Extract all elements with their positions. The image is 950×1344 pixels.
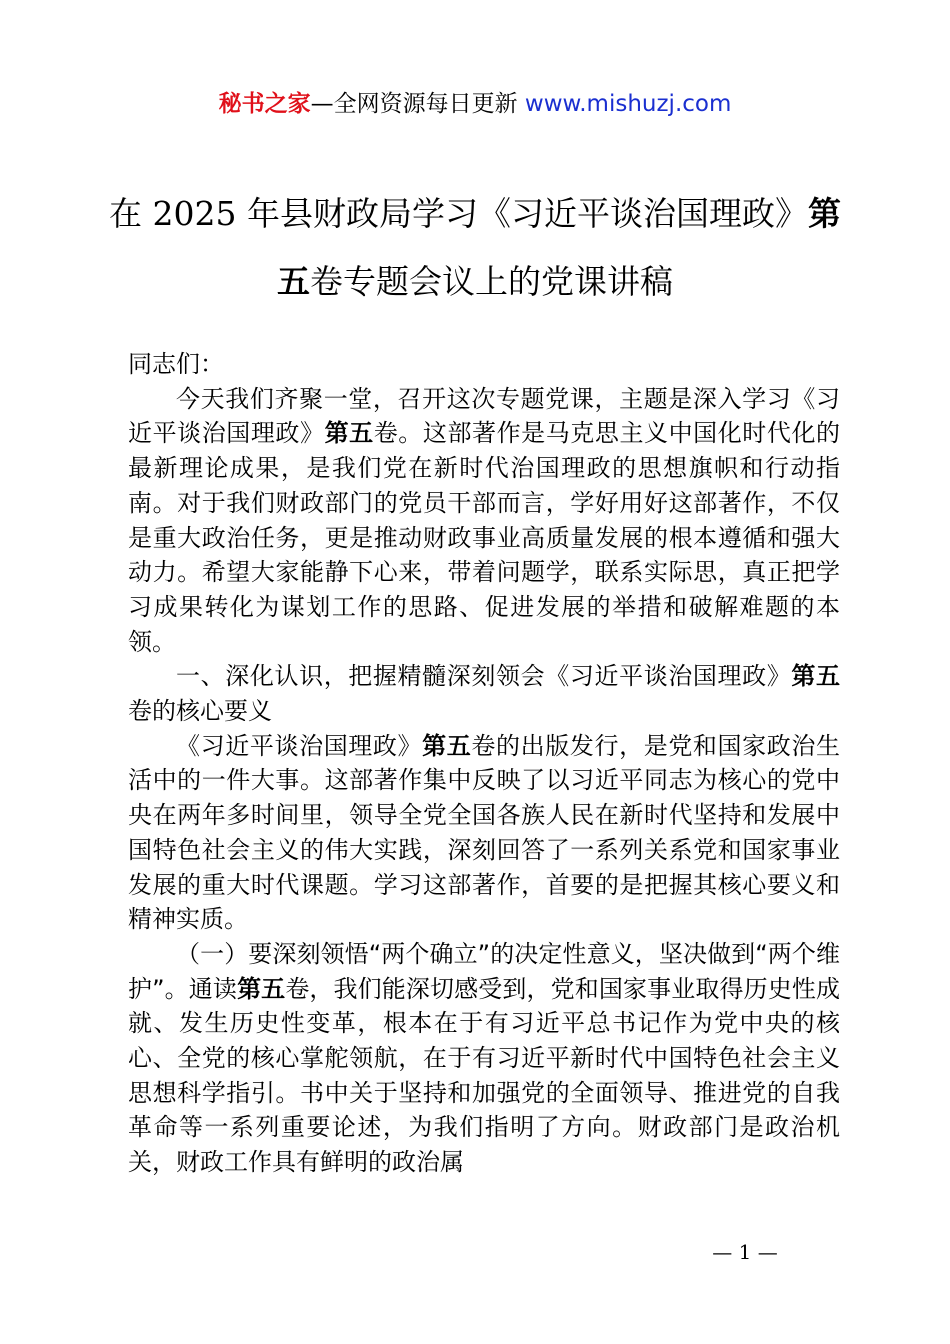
paragraph-3-text-c: 卷，我们能深切感受到，党和国家事业取得历史性成就、发生历史性变革，根本在于有习近平总书记作为党中央的核心、全党的核心掌舵领航，在于有习近平新时代中国特色社会主义思想科学指引。书中关于坚持和加强党的全面领导、推进党的自我革命等一系列重要论述，为我们指明了方向。财政部门是政治机关，财政工作具有鲜明的政治属 bbox=[128, 974, 841, 1177]
title-part-2: 第五 bbox=[277, 194, 841, 301]
paragraph-2-text-a: 《习近平谈治国理政》 bbox=[176, 731, 423, 760]
document-body bbox=[128, 347, 840, 1180]
paragraph-3 bbox=[128, 937, 840, 1180]
document-title bbox=[100, 180, 850, 316]
page-number: — 1 — bbox=[712, 1240, 778, 1264]
site-tagline: —全网资源每日更新 bbox=[310, 91, 525, 117]
section-heading-1-text-a: 一、深化认识，把握精髓深刻领会《习近平谈治国理政》 bbox=[176, 662, 792, 691]
paragraph-1-text-a: 今天我们齐聚一堂，召开这次专题党课，主题是深入学习《习近平谈治国理政》 bbox=[128, 384, 840, 448]
site-url-link[interactable]: www.mishuzj.com bbox=[524, 91, 732, 117]
paragraph-3-text-b: 第五 bbox=[237, 974, 286, 1003]
section-heading-1 bbox=[128, 659, 840, 728]
paragraph-2-text-c: 卷的出版发行，是党和国家政治生活中的一件大事。这部著作集中反映了以习近平同志为核心的党中央在两年多时间里，领导全党全国各族人民在新时代坚持和发展中国特色社会主义的伟大实践，深刻回答了一系列关系党和国家事业发展的重大时代课题。学习这部著作，首要的是把握其核心要义和精神实质。 bbox=[128, 731, 841, 934]
paragraph-1-text-b: 第五 bbox=[324, 419, 374, 448]
section-heading-1-text-c: 卷的核心要义 bbox=[128, 697, 272, 726]
site-name: 秘书之家 bbox=[218, 91, 311, 117]
title-part-1: 在 2025 年县财政局学习《习近平谈治国理政》 bbox=[109, 194, 808, 233]
title-part-3: 卷专题会议上的党课讲稿 bbox=[310, 262, 673, 301]
site-header bbox=[0, 88, 950, 120]
paragraph-1 bbox=[128, 382, 840, 660]
paragraph-2-text-b: 第五 bbox=[422, 731, 472, 760]
paragraph-3-text-a: （一）要深刻领悟“两个确立”的决定性意义，坚决做到“两个维护”。通读 bbox=[128, 939, 840, 1003]
section-heading-1-text-b: 第五 bbox=[791, 662, 841, 691]
paragraph-2 bbox=[128, 729, 840, 937]
salutation: 同志们： bbox=[128, 350, 224, 378]
paragraph-1-text-c: 卷。这部著作是马克思主义中国化时代化的最新理论成果，是我们党在新时代治国理政的思想旗帜和行动指南。对于我们财政部门的党员干部而言，学好用好这部著作，不仅是重大政治任务，更是推动财政事业高质量发展的根本遵循和强大动力。希望大家能静下心来，带着问题学，联系实际思，真正把学习成果转化为谋划工作的思路、促进发展的举措和破解难题的本领。 bbox=[128, 419, 841, 656]
